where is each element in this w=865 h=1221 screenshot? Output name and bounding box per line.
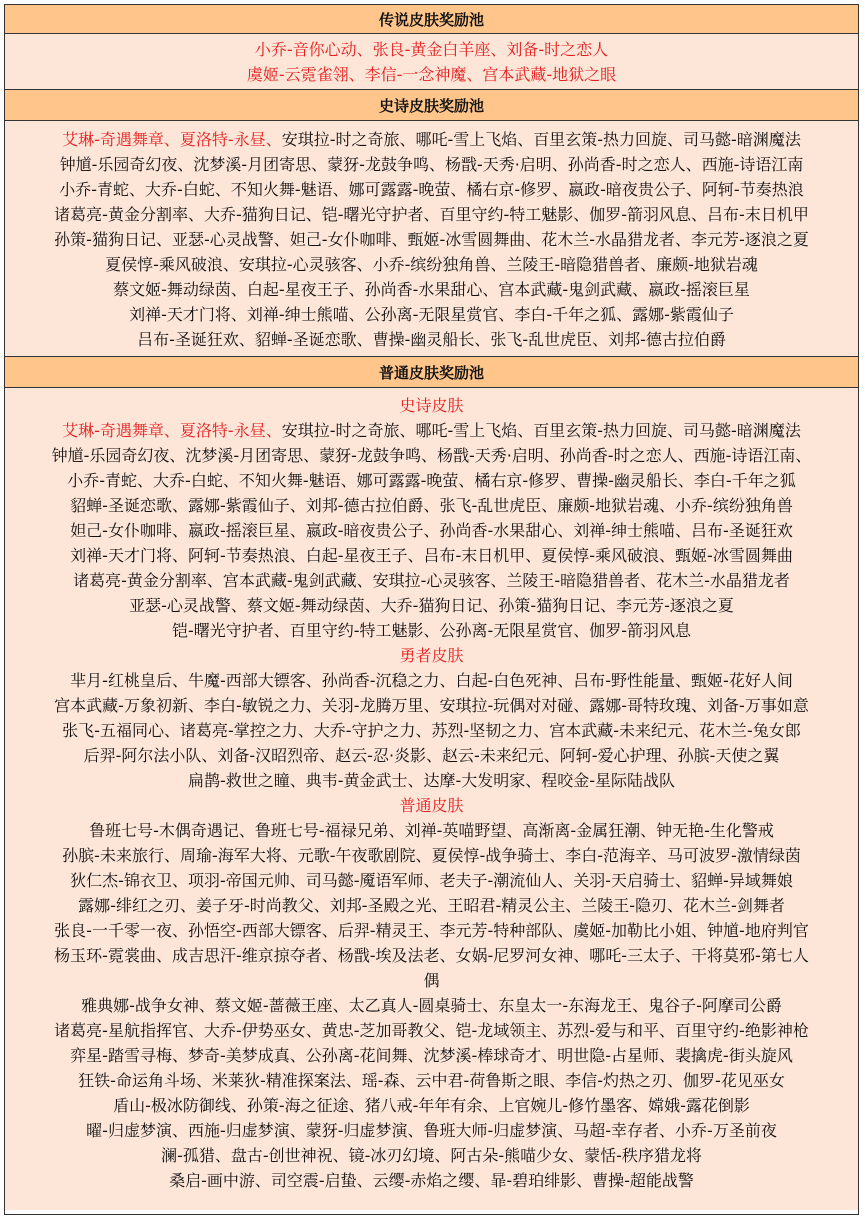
normal-epic-line: 刘禅-天才门将、阿轲-节奏热浪、白起-星夜王子、吕布-末日机甲、夏侯惇-乘风破浪、甄姬-冰雪圆舞曲: [70, 546, 793, 565]
reward-pool-table: [4, 4, 859, 1215]
common-line: 露娜-绯红之刃、姜子牙-时尚教父、刘邦-圣殿之光、王昭君-精灵公主、兰陵王-隐刃、花木兰-剑舞者: [78, 896, 785, 915]
common-line: 桑启-画中游、司空震-启蛰、云缨-赤焰之缨、暃-碧珀绯影、曹操-超能战警: [169, 1171, 694, 1190]
normal-epic-line: 诸葛亮-黄金分割率、宫本武藏-鬼剑武藏、安琪拉-心灵骇客、兰陵王-暗隐猎兽者、花木兰-水晶猎龙者: [73, 571, 790, 590]
legendary-pool-header: [5, 5, 858, 34]
epic-line: [5, 127, 858, 152]
brave-line: 张飞-五福同心、诸葛亮-掌控之力、大乔-守护之力、苏烈-坚韧之力、宫本武藏-未来纪元、花木兰-兔女郎: [62, 721, 801, 740]
brave-skin-subtitle: 勇者皮肤: [399, 646, 464, 665]
common-line: 孙膑-未来旅行、周瑜-海军大将、元歌-午夜歌剧院、夏侯惇-战争骑士、李白-范海辛、马可波罗-激情绿茵: [62, 846, 801, 865]
normal-epic-line: 貂蝉-圣诞恋歌、露娜-紫霞仙子、刘邦-德古拉伯爵、张飞-乱世虎臣、廉颇-地狱岩魂、小乔-缤纷独角兽: [70, 496, 793, 515]
epic-line: 夏侯惇-乘风破浪、安琪拉-心灵骇客、小乔-缤纷独角兽、兰陵王-暗隐猎兽者、廉颇-地狱岩魂: [105, 255, 758, 274]
normal-epic-highlight-text: 艾琳-奇遇舞章、夏洛特-永昼、: [62, 421, 282, 440]
epic-line: 诸葛亮-黄金分割率、大乔-猫狗日记、铠-曙光守护者、百里守约-特工魅影、伽罗-箭羽风息、吕布-末日机甲: [54, 205, 809, 224]
normal-epic-line: [5, 418, 858, 443]
common-skin-subtitle: 普通皮肤: [399, 796, 464, 815]
epic-pool-title: 史诗皮肤奖励池: [378, 96, 484, 115]
common-line: 曜-归虚梦演、西施-归虚梦演、蒙犽-归虚梦演、鲁班大师-归虚梦演、马超-幸存者、小乔-万圣前夜: [86, 1121, 777, 1140]
common-line: 雅典娜-战争女神、蔡文姬-蔷薇王座、太乙真人-圆桌骑士、东皇太一-东海龙王、鬼谷子-阿摩司公爵: [81, 996, 782, 1015]
normal-pool-title: 普通皮肤奖励池: [378, 363, 484, 382]
common-line: 偶: [423, 971, 440, 990]
common-line: 诸葛亮-星航指挥官、大乔-伊势巫女、黄忠-芝加哥教父、铠-龙域领主、苏烈-爱与和平、百里守约-绝影神枪: [54, 1021, 809, 1040]
common-line: 狂铁-命运角斗场、米莱狄-精准探案法、瑶-森、云中君-荷鲁斯之眼、李信-灼热之刃、伽罗-花见巫女: [78, 1071, 785, 1090]
common-line: 张良-一千零一夜、孙悟空-西部大镖客、后羿-精灵王、李元芳-特种部队、虞姬-加勒比小姐、钟馗-地府判官: [54, 921, 809, 940]
legendary-pool-title: 传说皮肤奖励池: [378, 10, 484, 29]
common-line: 杨玉环-霓裳曲、成吉思汗-维京掠夺者、杨戬-埃及法老、女娲-尼罗河女神、哪吒-三太子、干将莫邪-第七人: [54, 946, 809, 965]
legendary-line: 小乔-音你心动、张良-黄金白羊座、刘备-时之恋人: [254, 40, 609, 59]
epic-line: 刘禅-天才门将、刘禅-绅士熊喵、公孙离-无限星赏官、李白-千年之狐、露娜-紫霞仙子: [129, 305, 734, 324]
common-line: 弈星-踏雪寻梅、梦奇-美梦成真、公孙离-花间舞、沈梦溪-棒球奇才、明世隐-占星师、裴擒虎-街头旋风: [70, 1046, 793, 1065]
normal-epic-line: 铠-曙光守护者、百里守约-特工魅影、公孙离-无限星赏官、伽罗-箭羽风息: [171, 621, 692, 640]
normal-pool-header: [5, 357, 858, 388]
common-line: 狄仁杰-锦衣卫、项羽-帝国元帅、司马懿-魇语军师、老夫子-潮流仙人、关羽-天启骑士、貂蝉-异域舞娘: [70, 871, 793, 890]
common-line: 盾山-极冰防御线、孙策-海之征途、猪八戒-年年有余、上官婉儿-修竹墨客、嫦娥-露花倒影: [113, 1096, 750, 1115]
brave-line: 扁鹊-救世之瞳、典韦-黄金武士、达摩-大发明家、程咬金-星际陆战队: [187, 771, 676, 790]
normal-epic-line: 亚瑟-心灵战警、蔡文姬-舞动绿茵、大乔-猫狗日记、孙策-猫狗日记、李元芳-逐浪之夏: [129, 596, 734, 615]
epic-line-rest: 安琪拉-时之奇旅、哪吒-雪上飞焰、百里玄策-热力回旋、司马懿-暗渊魔法: [281, 130, 801, 149]
normal-epic-line: 钟馗-乐园奇幻夜、沈梦溪-月团寄思、蒙犽-龙鼓争鸣、杨戬-天秀·启明、孙尚香-时之恋人、西施-诗语江南、: [51, 446, 812, 465]
epic-highlight-text: 艾琳-奇遇舞章、夏洛特-永昼、: [62, 130, 282, 149]
epic-line: 孙策-猫狗日记、亚瑟-心灵战警、妲己-女仆咖啡、甄姬-冰雪圆舞曲、花木兰-水晶猎龙者、李元芳-逐浪之夏: [54, 230, 809, 249]
brave-line: 宫本武藏-万象初新、李白-敏锐之力、关羽-龙腾万里、安琪拉-玩偶对对碰、露娜-哥特玫瑰、刘备-万事如意: [54, 696, 809, 715]
normal-pool-body: [5, 388, 858, 1210]
epic-line: 蔡文姬-舞动绿茵、白起-星夜王子、孙尚香-水果甜心、宫本武藏-鬼剑武藏、嬴政-摇滚巨星: [113, 280, 750, 299]
brave-line: 后羿-阿尔法小队、刘备-汉昭烈帝、赵云-忍·炎影、赵云-未来纪元、阿轲-爱心护理、孙膑-天使之翼: [83, 746, 780, 765]
legendary-line: 虞姬-云霓雀翎、李信-一念神魔、宫本武藏-地狱之眼: [246, 65, 617, 84]
normal-epic-line: 妲己-女仆咖啡、嬴政-摇滚巨星、嬴政-暗夜贵公子、孙尚香-水果甜心、刘禅-绅士熊喵、吕布-圣诞狂欢: [70, 521, 793, 540]
legendary-pool-body: [5, 34, 858, 90]
common-line: 鲁班七号-木偶奇遇记、鲁班七号-福禄兄弟、刘禅-英喵野望、高渐离-金属狂潮、钟无艳-生化警戒: [89, 821, 774, 840]
epic-pool-body: [5, 121, 858, 357]
epic-skin-subtitle: 史诗皮肤: [399, 396, 464, 415]
epic-pool-header: [5, 90, 858, 121]
normal-epic-line-rest: 安琪拉-时之奇旅、哪吒-雪上飞焰、百里玄策-热力回旋、司马懿-暗渊魔法: [281, 421, 801, 440]
normal-epic-line: 小乔-青蛇、大乔-白蛇、不知火舞-魅语、娜可露露-晚萤、橘右京-修罗、曹操-幽灵船长、李白-千年之狐: [67, 471, 796, 490]
epic-line: 吕布-圣诞狂欢、貂蝉-圣诞恋歌、曹操-幽灵船长、张飞-乱世虎臣、刘邦-德古拉伯爵: [137, 330, 726, 349]
epic-line: 小乔-青蛇、大乔-白蛇、不知火舞-魅语、娜可露露-晚萤、橘右京-修罗、嬴政-暗夜贵公子、阿轲-节奏热浪: [59, 180, 804, 199]
epic-line: 钟馗-乐园奇幻夜、沈梦溪-月团寄思、蒙犽-龙鼓争鸣、杨戬-天秀·启明、孙尚香-时之恋人、西施-诗语江南: [59, 155, 804, 174]
brave-line: 芈月-红桃皇后、牛魔-西部大镖客、孙尚香-沉稳之力、白起-白色死神、吕布-野性能量、甄姬-花好人间: [70, 671, 793, 690]
common-line: 澜-孤猎、盘古-创世神祝、镜-冰刃幻境、阿古朵-熊喵少女、蒙恬-秩序猎龙将: [161, 1146, 702, 1165]
